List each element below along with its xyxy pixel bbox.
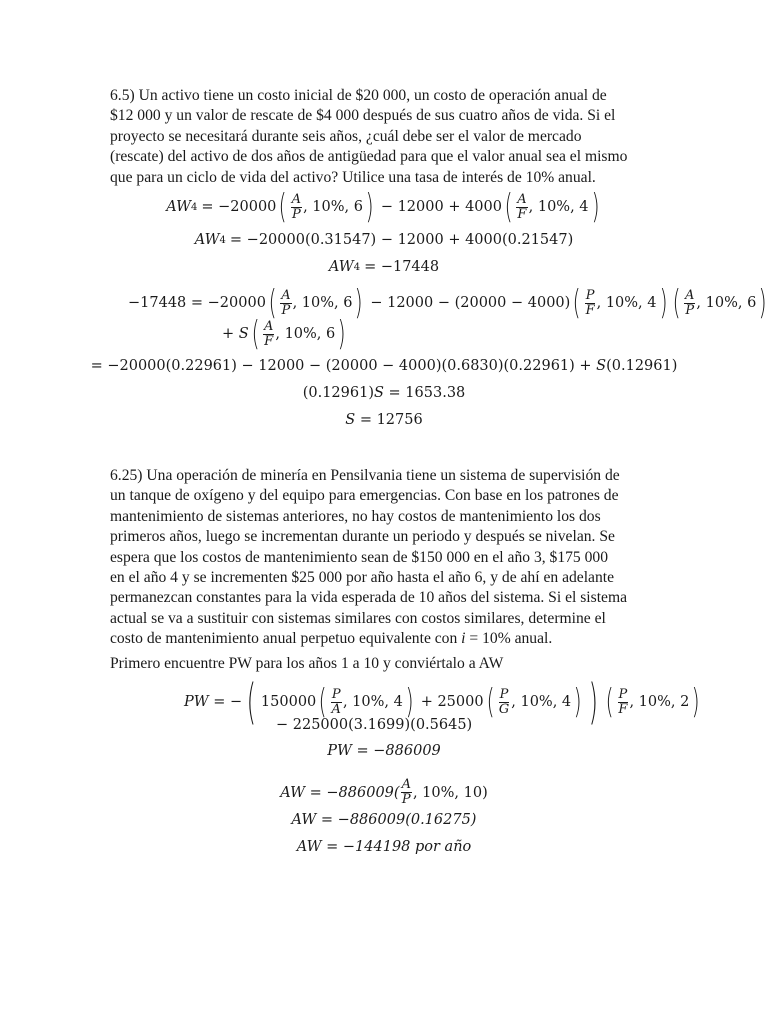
fraction-a-p: $\frac{A}{P}$ bbox=[291, 191, 302, 222]
equation-term: AW = −144198 bbox=[296, 839, 415, 855]
text-line: primeros años, luego se incrementan durante un periodo y después se nivelan. Se bbox=[110, 528, 615, 546]
equation-pw-line2 bbox=[276, 717, 576, 733]
equation-term: PW = − bbox=[184, 694, 243, 710]
equation-var: AW bbox=[328, 259, 354, 275]
paren-close: ) bbox=[758, 283, 767, 323]
problem-6-5-text bbox=[110, 86, 658, 188]
equation-var: S bbox=[345, 412, 356, 428]
equation-term: = −20000(0.31547) − 12000 + 4000(0.21547) bbox=[229, 232, 574, 248]
equation-term: = −20000(0.22961) − 12000 − (20000 − 4000)(0.6830)(0.22961) + bbox=[90, 358, 597, 374]
paren-close: ) bbox=[365, 187, 374, 227]
text-line bbox=[110, 629, 658, 649]
equation-aw4-result bbox=[0, 259, 768, 275]
fraction-a-f: $\frac{A}{F}$ bbox=[517, 191, 527, 222]
equation-substituted-values bbox=[0, 358, 768, 374]
equation-term: , 10%, 2 bbox=[629, 694, 690, 710]
equation-s-result bbox=[0, 412, 768, 428]
equation-term: − 12000 − (20000 − 4000) bbox=[365, 295, 571, 311]
equation-term: AW = −886009( bbox=[280, 784, 400, 801]
equation-term: = 12756 bbox=[355, 412, 423, 428]
text-line: que para un ciclo de vida del activo? Utilice una tasa de interés de 10% anual. bbox=[110, 168, 596, 186]
equation-term: , 10%, 4 bbox=[511, 694, 572, 710]
equation-solve-s bbox=[0, 385, 768, 401]
problem-6-25-text bbox=[110, 466, 658, 650]
text-line: 6.5) Un activo tiene un costo inicial de $20 000, un costo de operación anual de bbox=[110, 87, 607, 104]
equation-salvage-term bbox=[222, 314, 522, 354]
text-segment: costo de mantenimiento anual perpetuo equivalente con bbox=[110, 630, 462, 648]
equation-term: PW = −886009 bbox=[327, 743, 441, 759]
text-line: (rescate) del activo de dos años de antigüedad para que el valor anual sea el mismo bbox=[110, 148, 628, 166]
paren-open: ( bbox=[318, 682, 327, 722]
equation-term: , 10%, 6 bbox=[303, 199, 363, 215]
equation-var: AW bbox=[166, 199, 191, 215]
equation-term: + 25000 bbox=[416, 694, 484, 710]
equation-term: , 10%, 4 bbox=[596, 295, 657, 311]
text-line: actual se va a sustituir con sistemas similares con costos similares, determine el bbox=[110, 609, 606, 627]
equation-var: AW bbox=[194, 232, 220, 248]
paren-open: ( bbox=[572, 283, 581, 323]
equation-term: por año bbox=[415, 839, 472, 855]
fraction-a-p: $\frac{A}{P}$ bbox=[401, 777, 411, 807]
equation-term: AW = −886009(0.16275) bbox=[291, 812, 477, 828]
equation-term: 150000 bbox=[260, 694, 317, 710]
equation-term: = −20000 bbox=[201, 199, 277, 215]
text-line: proyecto se necesitará durante seis años, ¿cuál debe ser el valor de mercado bbox=[110, 127, 582, 145]
text-line: un tanque de oxígeno y del equipo para emergencias. Con base en los patrones de bbox=[110, 487, 619, 505]
paren-close: ) bbox=[405, 682, 414, 722]
equation-term: , 10%, 4 bbox=[342, 694, 403, 710]
equation-term: = 1653.38 bbox=[383, 385, 466, 401]
equation-var: S bbox=[596, 358, 607, 374]
fraction-p-a: $\frac{P}{A}$ bbox=[331, 686, 341, 717]
fraction-p-f: $\frac{P}{F}$ bbox=[618, 686, 628, 717]
equation-term: (0.12961) bbox=[302, 385, 374, 401]
paren-open: ( bbox=[279, 187, 288, 227]
equation-subscript: 4 bbox=[219, 234, 226, 246]
equation-term: , 10%, 6 bbox=[275, 326, 336, 342]
text-line: mantenimiento de sistemas anteriores, no hay costos de mantenimiento los dos bbox=[110, 507, 601, 525]
equation-aw-result bbox=[0, 839, 768, 855]
text-segment: = 10% anual. bbox=[465, 630, 553, 648]
text-line: en el año 4 y se incrementen $25 000 por año hasta el año 6, y de ahí en adelante bbox=[110, 569, 615, 587]
fraction-a-p: $\frac{A}{P}$ bbox=[685, 287, 695, 318]
paren-open: ( bbox=[504, 187, 513, 227]
equation-aw4-factors bbox=[0, 187, 768, 227]
equation-aw4-values bbox=[0, 232, 768, 248]
text-line: permanezcan constantes para la vida esperada de 10 años del sistema. Si el sistema bbox=[110, 589, 627, 607]
equation-term: , 10%, 4 bbox=[528, 199, 589, 215]
text-line: espera que los costos de mantenimiento sean de $150 000 en el año 3, $175 000 bbox=[110, 548, 609, 566]
paren-close: ) bbox=[589, 674, 599, 730]
fraction-a-p: $\frac{A}{P}$ bbox=[281, 287, 291, 318]
interest-symbol: i bbox=[461, 630, 466, 648]
paren-close: ) bbox=[659, 283, 668, 323]
text-line: Primero encuentre PW para los años 1 a 10 y conviértalo a AW bbox=[110, 655, 504, 672]
paren-close: ) bbox=[573, 682, 582, 722]
paren-open: ( bbox=[486, 682, 495, 722]
paren-open: ( bbox=[672, 283, 681, 323]
text-line: 6.25) Una operación de minería en Pensilvania tiene un sistema de supervisión de bbox=[110, 467, 620, 484]
equation-term: , 10%, 10) bbox=[412, 784, 488, 801]
equation-subscript: 4 bbox=[190, 201, 198, 213]
paren-open: ( bbox=[251, 314, 260, 354]
text-line: $12 000 y un valor de rescate de $4 000 después de sus cuatro años de vida. Si el bbox=[110, 107, 616, 125]
equation-term: , 10%, 6 bbox=[696, 295, 757, 311]
fraction-a-f: $\frac{A}{F}$ bbox=[263, 318, 274, 349]
fraction-p-g: $\frac{P}{G}$ bbox=[498, 686, 510, 717]
equation-term: −17448 = −20000 bbox=[128, 295, 266, 311]
equation-term: − 225000(3.1699)(0.5645) bbox=[276, 717, 473, 733]
equation-pw-result bbox=[0, 743, 768, 759]
equation-term: , 10%, 6 bbox=[292, 295, 353, 311]
equation-var: S bbox=[238, 326, 249, 342]
paren-close: ) bbox=[691, 682, 700, 722]
equation-term: + bbox=[222, 326, 239, 342]
paren-close: ) bbox=[337, 314, 346, 354]
equation-aw-factor bbox=[0, 778, 768, 807]
equation-var: S bbox=[374, 385, 384, 401]
paren-open: ( bbox=[605, 682, 614, 722]
equation-two-year-cycle bbox=[128, 283, 767, 323]
fraction-p-f: $\frac{P}{F}$ bbox=[585, 287, 595, 318]
paren-close: ) bbox=[355, 283, 364, 323]
problem-6-25-intro bbox=[110, 654, 658, 674]
equation-subscript: 4 bbox=[353, 261, 361, 273]
equation-term: − 12000 + 4000 bbox=[376, 199, 502, 215]
equation-term: (0.12961) bbox=[606, 358, 678, 374]
equation-term: = −17448 bbox=[364, 259, 440, 275]
paren-open: ( bbox=[268, 283, 277, 323]
paren-open: ( bbox=[246, 674, 257, 730]
equation-aw-values bbox=[0, 812, 768, 828]
paren-close: ) bbox=[591, 187, 600, 227]
